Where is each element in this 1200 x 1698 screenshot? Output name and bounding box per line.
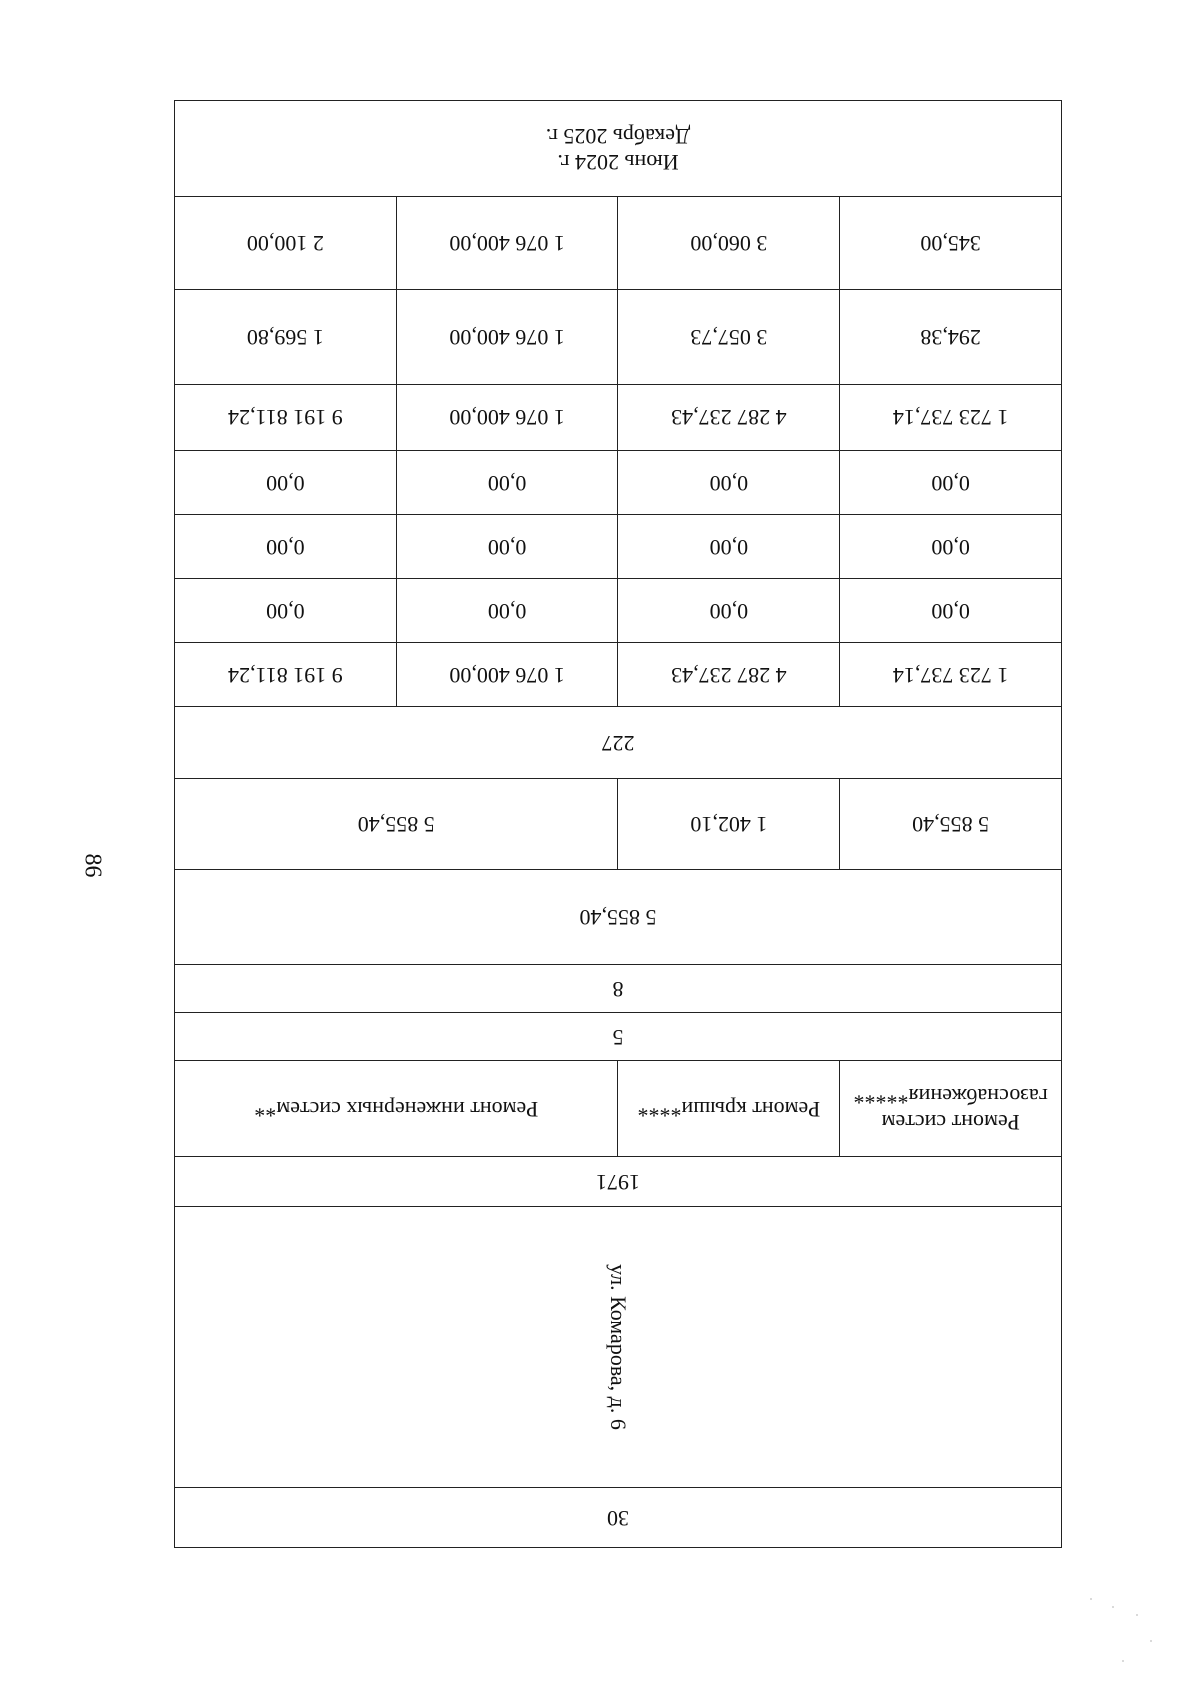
- zero-cell: 0,00: [840, 579, 1062, 643]
- unit-cost-cell: 3 057,73: [618, 289, 840, 384]
- scan-speck: [1112, 1606, 1114, 1608]
- zero-cell: 0,00: [840, 514, 1062, 578]
- max-cost-row: [175, 197, 1062, 289]
- work-type-row: [175, 1061, 1062, 1157]
- col5-cell: 5: [175, 1012, 1062, 1060]
- area-cell: 5 855,40: [175, 779, 619, 869]
- costs-total-row: [175, 643, 1062, 707]
- row-number-cell: 30: [175, 1487, 1062, 1547]
- term-cell: [175, 101, 1062, 197]
- cost-cell: 1 076 400,00: [396, 643, 618, 707]
- col5-row: [175, 1012, 1062, 1060]
- address-row: [175, 1207, 1062, 1488]
- zero-cell: 0,00: [396, 514, 618, 578]
- address-text: ул. Комарова, д. 6: [606, 1264, 632, 1430]
- zero-cell: 0,00: [840, 450, 1062, 514]
- unit-cost-row: [175, 289, 1062, 384]
- scan-speck: [1090, 1598, 1092, 1600]
- work-type-roof: Ремонт крыши****: [618, 1061, 840, 1157]
- zero-cell: 0,00: [396, 579, 618, 643]
- cost-cell: 4 287 237,43: [618, 643, 840, 707]
- zero-row: [175, 514, 1062, 578]
- year-row: [175, 1157, 1062, 1207]
- residents-cell: 227: [175, 707, 1062, 779]
- scan-speck: [1136, 1614, 1138, 1616]
- col8-cell: 8: [175, 964, 1062, 1012]
- scan-speck: [1122, 1660, 1124, 1662]
- col8-row: [175, 964, 1062, 1012]
- year-cell: 1971: [175, 1157, 1062, 1207]
- unit-cost-cell: 1 076 400,00: [396, 289, 618, 384]
- cost-cell: 9 191 811,24: [175, 643, 397, 707]
- cost-cell: 1 723 737,14: [840, 643, 1062, 707]
- page-number: 86: [79, 853, 106, 878]
- area-total-row: [175, 869, 1062, 964]
- cost-cell: 9 191 811,24: [175, 384, 397, 450]
- work-type-engineering: Ремонт инженерных систем**: [175, 1061, 619, 1157]
- zero-cell: 0,00: [175, 514, 397, 578]
- area-total-cell: 5 855,40: [175, 869, 1062, 964]
- max-cost-cell: 345,00: [840, 197, 1062, 289]
- work-type-gas: Ремонт систем газоснабжения*****: [840, 1061, 1062, 1157]
- area-cell: 5 855,40: [840, 779, 1062, 869]
- max-cost-cell: 3 060,00: [618, 197, 840, 289]
- residents-row: [175, 707, 1062, 779]
- zero-cell: 0,00: [396, 450, 618, 514]
- term-start: Июнь 2024 г.: [557, 150, 679, 176]
- zero-cell: 0,00: [618, 579, 840, 643]
- term-end: Декабрь 2025 г.: [545, 123, 691, 149]
- cost-cell: 1 076 400,00: [396, 384, 618, 450]
- unit-cost-cell: 1 569,80: [175, 289, 397, 384]
- term-row: [175, 101, 1062, 197]
- row-number-row: [175, 1487, 1062, 1547]
- cost-cell: 4 287 237,43: [618, 384, 840, 450]
- cost-cell: 1 723 737,14: [840, 384, 1062, 450]
- zero-cell: 0,00: [175, 579, 397, 643]
- costs-fund-row: [175, 384, 1062, 450]
- zero-row: [175, 450, 1062, 514]
- address-cell: [175, 1207, 1062, 1488]
- zero-cell: 0,00: [175, 450, 397, 514]
- areas-row: [175, 779, 1062, 869]
- zero-row: [175, 579, 1062, 643]
- max-cost-cell: 1 076 400,00: [396, 197, 618, 289]
- unit-cost-cell: 294,38: [840, 289, 1062, 384]
- area-cell: 1 402,10: [618, 779, 840, 869]
- max-cost-cell: 2 100,00: [175, 197, 397, 289]
- zero-cell: 0,00: [618, 450, 840, 514]
- capital-repair-table: [174, 100, 1062, 1548]
- scan-speck: [1150, 1640, 1152, 1642]
- zero-cell: 0,00: [618, 514, 840, 578]
